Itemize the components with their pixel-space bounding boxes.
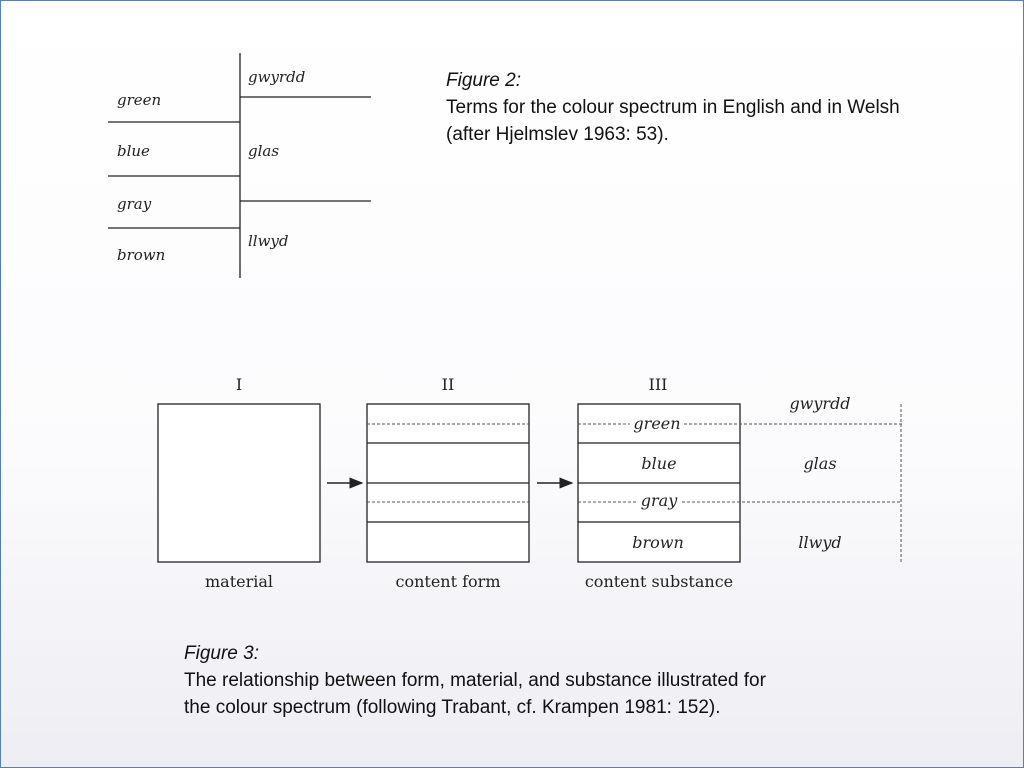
figure2-caption-line: Terms for the colour spectrum in English and in Welsh bbox=[446, 97, 900, 118]
fig3-label-material: material bbox=[204, 572, 274, 591]
fig3-welsh-term: gwyrdd bbox=[789, 394, 851, 413]
fig2-english-term: brown bbox=[117, 246, 166, 264]
figure2-diagram bbox=[108, 53, 371, 278]
fig3-content-substance-box bbox=[578, 404, 902, 562]
fig3-header-I: I bbox=[235, 375, 243, 394]
figure2-caption bbox=[446, 67, 1006, 148]
fig3-header-III: III bbox=[648, 375, 668, 394]
fig3-substance-term: green bbox=[633, 414, 681, 433]
fig2-welsh-term: llwyd bbox=[248, 232, 289, 250]
fig2-welsh-term: glas bbox=[248, 142, 280, 160]
fig3-substance-term: gray bbox=[640, 491, 678, 510]
fig2-english-term: gray bbox=[117, 195, 152, 213]
figure3-diagram bbox=[158, 375, 902, 591]
fig3-substance-term: brown bbox=[632, 533, 684, 552]
fig3-label-content-substance: content substance bbox=[584, 572, 734, 591]
fig3-label-content-form: content form bbox=[395, 572, 501, 591]
figure3-caption bbox=[184, 640, 904, 721]
fig3-substance-term: blue bbox=[641, 454, 677, 473]
fig2-welsh-term: gwyrdd bbox=[248, 68, 306, 86]
fig3-welsh-term: glas bbox=[803, 454, 837, 473]
fig3-material-box bbox=[158, 404, 320, 562]
figure3-caption-title: Figure 3: bbox=[184, 643, 259, 664]
fig3-header-II: II bbox=[441, 375, 455, 394]
fig2-english-term: blue bbox=[117, 142, 150, 160]
figure2-caption-title: Figure 2: bbox=[446, 70, 521, 91]
fig3-welsh-term: llwyd bbox=[798, 533, 842, 552]
figure2-caption-line: (after Hjelmslev 1963: 53). bbox=[446, 124, 669, 145]
fig2-english-term: green bbox=[117, 91, 162, 109]
figure3-caption-line: the colour spectrum (following Trabant, cf. Krampen 1981: 152). bbox=[184, 697, 721, 718]
fig3-content-form-box bbox=[367, 404, 529, 562]
figure3-caption-line: The relationship between form, material, and substance illustrated for bbox=[184, 670, 766, 691]
